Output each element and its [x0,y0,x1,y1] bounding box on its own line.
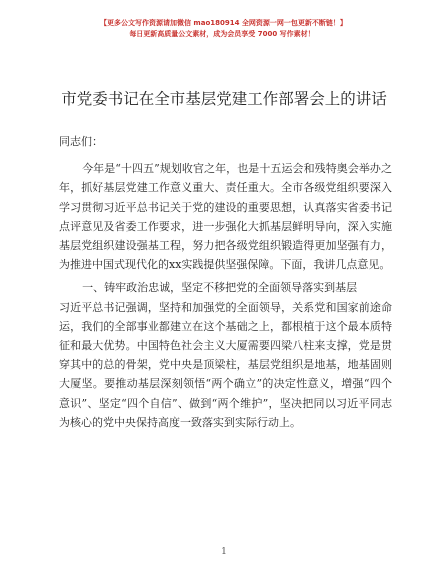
section-heading-1: 一、铸牢政治忠诚，坚定不移把党的全面领导落实到基层 [82,281,358,295]
paragraph-intro: 今年是“十四五”规划收官之年，也是十五运会和残特奥会举办之年，抓好基层党建工作意义重大、责任重大。全市各级党组织要深入学习贯彻习近平总书记关于党的建设的重要思想，认真落实省委书记点评意见及省委工作要求，进一步强化大抓基层鲜明导向，深入实施基层党组织建设强基工程，努力把各级党组织锻造得更加坚强有力，为推进中国式现代化的xx实践提供坚强保障。下面，我讲几点意见。 [59,162,392,272]
paragraph-section-1: 习近平总书记强调，坚持和加强党的全面领导，关系党和国家前途命运，我们的全部事业都建立在这个基础之上，都根植于这个最本质特征和最大优势。中国特色社会主义大厦需要四梁八柱来支撑，党是贯穿其中的总的骨架，党中央是顶梁柱，基层党组织是地基，地基固则大厦坚。要推动基层深刻领悟“两个确立”的决定性意义，增强“四个意识”、坚定“四个自信”、做到“两个维护”，坚决把同以习近平同志为核心的党中央保持高度一致落实到实际行动上。 [59,300,392,429]
page-number: 1 [221,547,227,557]
document-body [59,132,392,432]
promo-banner [100,18,347,40]
promo-banner-line-2: 每日更新高质量公文素材，成为会员享受 7000 写作素材！ [129,30,315,38]
promo-banner-line-1: 【更多公文写作资源请加微信 mao180914 全网资源一网一包更新不断链！】 [100,19,347,27]
document-title: 市党委书记在全市基层党建工作部署会上的讲话 [61,90,387,108]
salutation: 同志们： [59,135,103,148]
